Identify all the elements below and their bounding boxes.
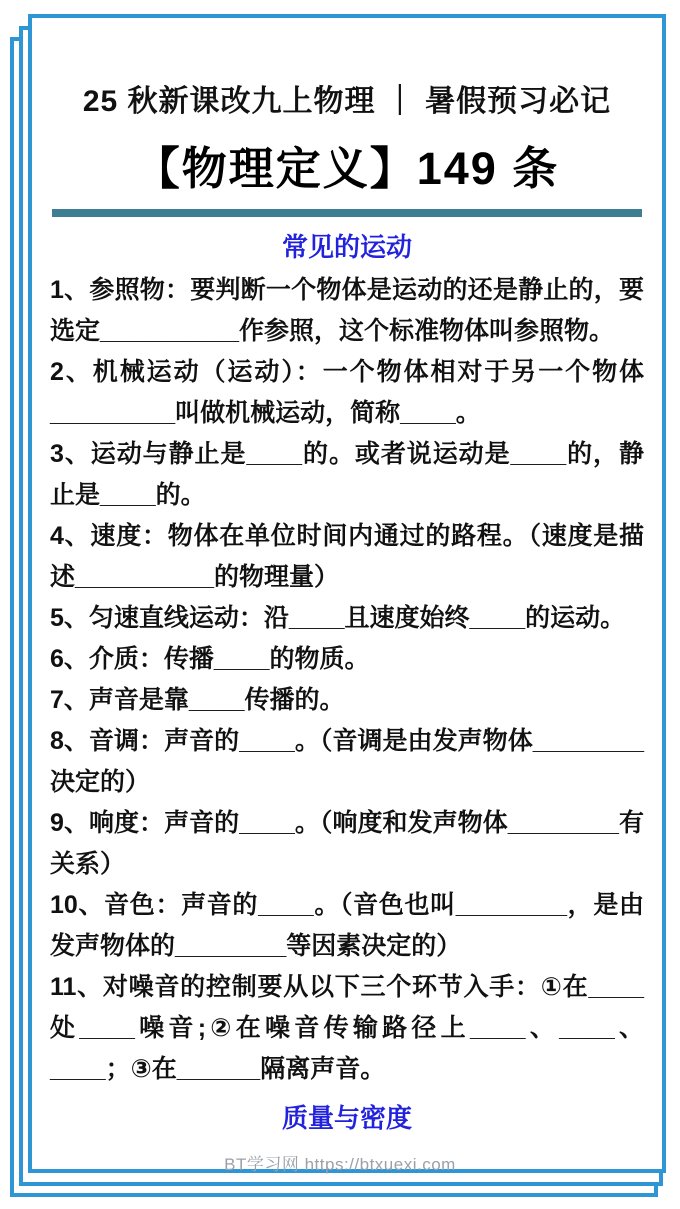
title-divider bbox=[52, 209, 642, 217]
course-header: 25 秋新课改九上物理 ｜ 暑假预习必记 bbox=[82, 85, 612, 118]
definition-item: 7、声音是靠____传播的。 bbox=[50, 686, 345, 714]
definition-list-common-motion bbox=[50, 270, 644, 1090]
watermark: BT学习网 https://btxuexi.com bbox=[224, 1155, 456, 1174]
section-heading-common-motion: 常见的运动 bbox=[281, 232, 412, 262]
definition-item: 2、机械运动（运动）：一个物体相对于另一个物体_________叫做机械运动，简称____。 bbox=[50, 358, 644, 427]
definition-item: 8、音调：声音的____。（音调是由发声物体________决定的） bbox=[50, 727, 644, 796]
definition-item: 1、参照物：要判断一个物体是运动的还是静止的，要选定__________作参照，这个标准物体叫参照物。 bbox=[50, 276, 644, 345]
definition-item: 4、速度：物体在单位时间内通过的路程。（速度是描述__________的物理量） bbox=[50, 522, 644, 591]
page-content bbox=[32, 18, 662, 1169]
definition-item: 9、响度：声音的____。（响度和发声物体________有关系） bbox=[50, 809, 644, 878]
definition-item: 5、匀速直线运动：沿____且速度始终____的运动。 bbox=[50, 604, 626, 632]
section-heading-mass-density: 质量与密度 bbox=[281, 1103, 412, 1133]
page-title: 【物理定义】149 条 bbox=[134, 143, 560, 194]
document-page bbox=[28, 14, 666, 1173]
definition-item: 6、介质：传播____的物质。 bbox=[50, 645, 370, 673]
definition-item: 10、音色：声音的____。（音色也叫________，是由发声物体的________等因素决定的） bbox=[50, 891, 644, 960]
definition-item: 11、对噪音的控制要从以下三个环节入手：①在____处____噪音;②在噪音传输路径上____、____、____；③在______隔离声音。 bbox=[50, 973, 644, 1083]
definition-item: 3、运动与静止是____的。或者说运动是____的，静止是____的。 bbox=[50, 440, 644, 509]
